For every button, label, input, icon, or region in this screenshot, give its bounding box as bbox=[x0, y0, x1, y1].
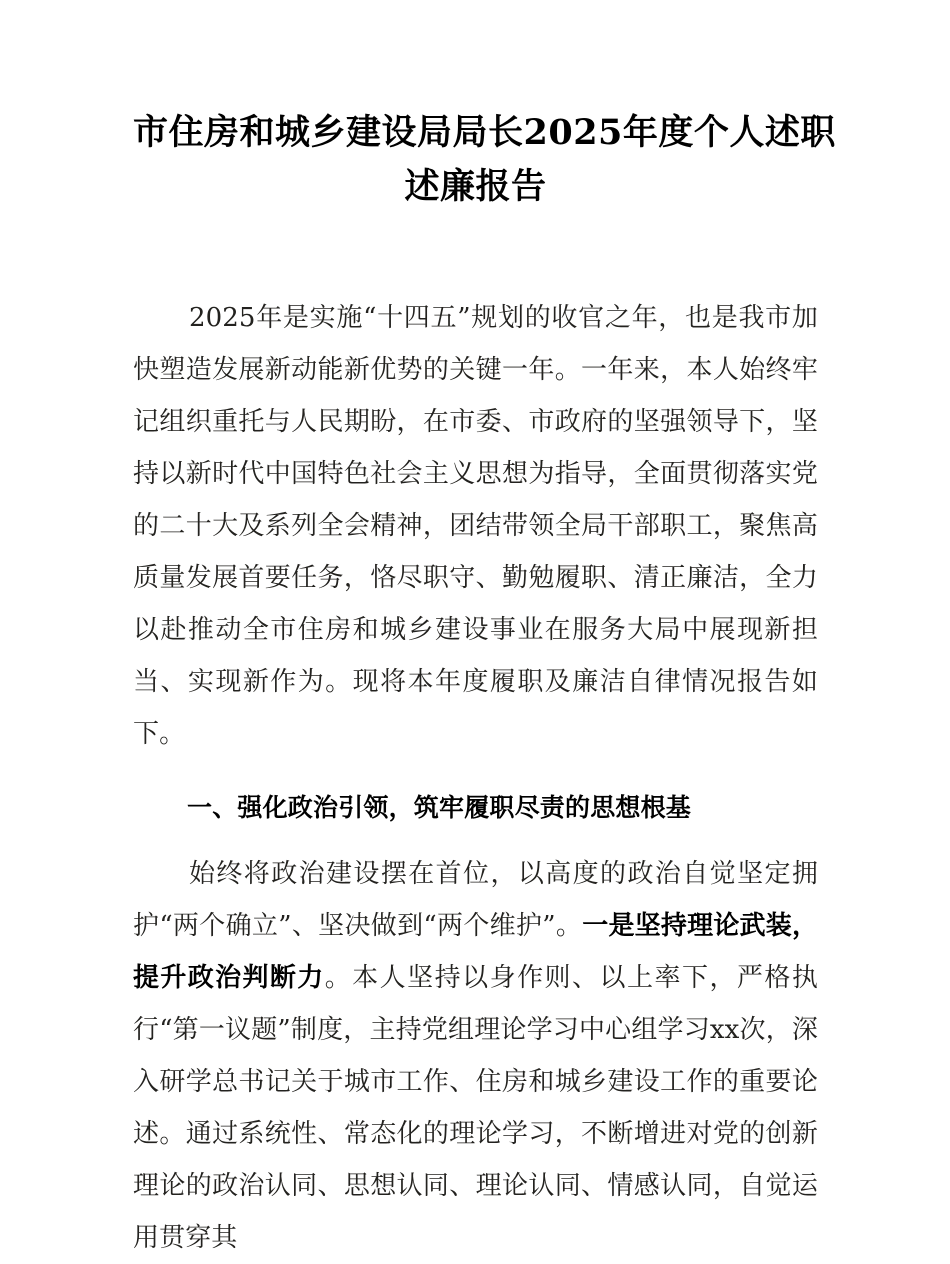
text-column bbox=[133, 0, 836, 1264]
document-body bbox=[133, 292, 818, 1264]
section-one-run-emphasis: 一是坚持理论武装，提升政治判断力 bbox=[133, 911, 818, 993]
intro-paragraph: 2025年是实施“十四五”规划的收官之年，也是我市加快塑造发展新动能新优势的关键一年。一年来，本人始终牢记组织重托与人民期盼，在市委、市政府的坚强领导下，坚持以新时代中国特色社会主义思想为指导，全面贯彻落实党的二十大及系列全会精神，团结带领全局干部职工，聚焦高质量发展首要任务，恪尽职守、勤勉履职、清正廉洁，全力以赴推动全市住房和城乡建设事业在服务大局中展现新担当、实现新作为。现将本年度履职及廉洁自律情况报告如下。 bbox=[133, 303, 818, 749]
section-one-run-tail: 。本人坚持以身作则、以上率下，严格执行“第一议题”制度，主持党组理论学习中心组学习xx次，深入研学总书记关于城市工作、住房和城乡建设工作的重要论述。通过系统性、常态化的理论学习，不断增进对党的创新理论的政治认同、思想认同、理论认同、情感认同，自觉运用贯穿其 bbox=[133, 963, 818, 1253]
section-one-run-lead: 始终将政治建设摆在首位，以高度的政治自觉坚定拥护“两个确立”、坚决做到“两个维护”。 bbox=[133, 859, 818, 941]
section-heading-one: 一、强化政治引领，筑牢履职尽责的思想根基 bbox=[187, 793, 692, 822]
page-title bbox=[133, 0, 836, 214]
page-title-line-1: 市住房和城乡建设局局长2025年度个人述职 bbox=[133, 112, 836, 153]
section-one-paragraph bbox=[133, 848, 818, 1264]
page-title-line-2: 述廉报告 bbox=[404, 166, 547, 207]
